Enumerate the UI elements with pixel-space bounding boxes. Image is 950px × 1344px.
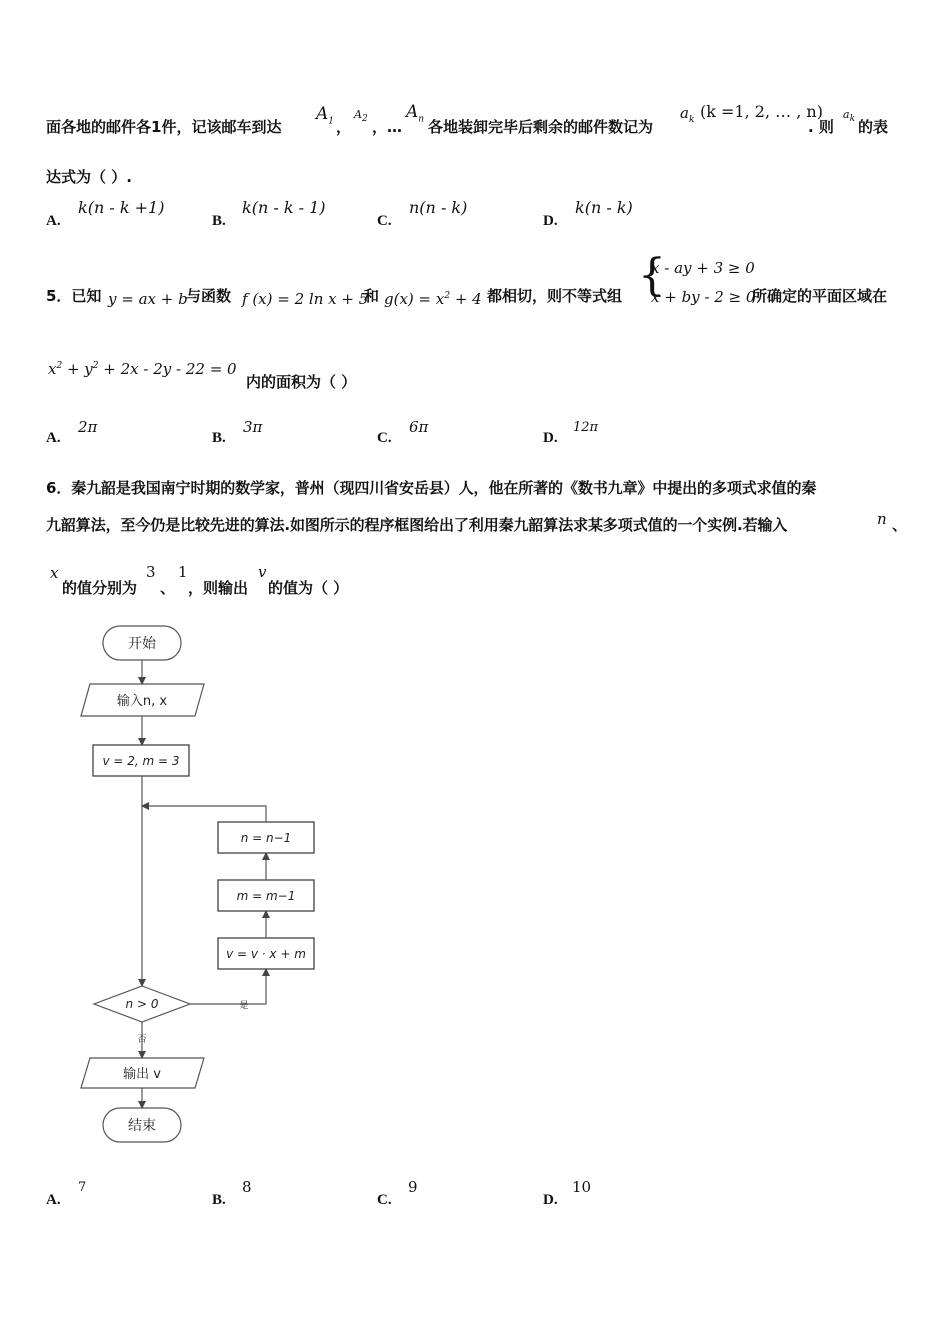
q6-option-c-value: 9 — [408, 1178, 418, 1196]
q5-text-5: 内的面积为（ ） — [246, 373, 357, 391]
q5-line-eq: y = ax + b — [108, 290, 188, 308]
q4-text-d: 的表 — [858, 118, 889, 136]
q4-text-b: 各地装卸完毕后剩余的邮件数记为 — [428, 118, 654, 136]
q4-text-line2: 达式为（ ）. — [46, 168, 132, 186]
q5-text-4: 所确定的平面区域在 — [752, 287, 888, 305]
q4-comma2: ，… — [372, 118, 403, 136]
fc-step1-label: n = n−1 — [240, 831, 292, 845]
q5-text-2: 和 — [364, 287, 380, 305]
fc-arrow-cond-yes — [190, 969, 266, 1004]
q5-option-a-label: A. — [46, 430, 61, 446]
fc-step2-label: m = m−1 — [236, 889, 296, 903]
q4-text-a: 面各地的邮件各1件，记该邮车到达 — [46, 118, 282, 136]
q6-val1: 1 — [178, 563, 188, 581]
q6-line3-c: ，则输出 — [188, 579, 249, 597]
q6-option-a-label: A. — [46, 1192, 61, 1208]
q5-circle-eq: $x^2 + y^2 + 2x - 2y - 22 = 0$ — [48, 360, 237, 378]
q4-option-c-value: n(n - k) — [409, 198, 468, 217]
q4-An: $A_n$ — [406, 102, 425, 125]
q6-line3-d: 的值为（ ） — [268, 579, 349, 597]
q4-comma1: ， — [336, 118, 352, 136]
q5-option-a-value: 2π — [78, 418, 98, 436]
q4-option-b-label: B. — [212, 213, 226, 229]
q6-line2-text: 九韶算法，至今仍是比较先进的算法.如图所示的程序框图给出了利用秦九韶算法求某多项式值的一个实例.若输入 — [46, 516, 788, 534]
q4-A2: $A_2$ — [354, 108, 368, 125]
fc-init-label: v = 2, m = 3 — [102, 754, 180, 768]
q4-option-a-value: k(n - k +1) — [78, 198, 165, 217]
q5-text-1: 与函数 — [186, 287, 232, 305]
q6-line3-b: 、 — [160, 579, 176, 597]
q4-ak-range: (k =1, 2, … , n) — [700, 102, 823, 121]
q6-line2-n: n — [877, 510, 887, 528]
q6-val3: 3 — [146, 563, 156, 581]
q5-g-eq: $g(x) = x^2 + 4$ — [384, 290, 482, 308]
fc-arrow-loop-back — [142, 806, 266, 822]
q4-ak2: $a_k$ — [843, 108, 856, 125]
fc-yes-label: 是 — [239, 1001, 249, 1011]
q4-option-a-label: A. — [46, 213, 61, 229]
q5-ineq2: x + by - 2 ≥ 0 — [651, 288, 756, 306]
q5-f-eq: f (x) = 2 ln x + 5 — [242, 290, 369, 308]
q4-option-c-label: C. — [377, 213, 392, 229]
q6-line2-end: 、 — [892, 516, 908, 534]
q6-option-b-label: B. — [212, 1192, 226, 1208]
q5-text-3: 都相切，则不等式组 — [487, 287, 623, 305]
q6-line1: 6．秦九韶是我国南宁时期的数学家，普州（现四川省安岳县）人，他在所著的《数书九章》中提出的多项式求值的秦 — [46, 479, 817, 497]
q6-option-a-value: 7 — [78, 1180, 87, 1195]
q5-option-b-value: 3π — [243, 418, 263, 436]
q5-prefix: 5．已知 — [46, 287, 102, 305]
fc-start-label: 开始 — [128, 636, 156, 652]
fc-end-label: 结束 — [128, 1118, 156, 1134]
fc-cond-label: n > 0 — [125, 997, 159, 1011]
q6-option-b-value: 8 — [242, 1178, 252, 1196]
q4-ak: $a_k$ — [680, 104, 695, 125]
q6-option-d-value: 10 — [572, 1178, 592, 1196]
q6-line3-a: 的值分别为 — [62, 579, 138, 597]
q5-option-d-value: 12π — [573, 420, 599, 435]
fc-no-label: 否 — [137, 1035, 147, 1045]
q6-line3-v: v — [258, 563, 267, 581]
q4-A1: $A_1$ — [316, 104, 335, 127]
q6-option-c-label: C. — [377, 1192, 392, 1208]
q5-option-c-value: 6π — [409, 418, 429, 436]
q6-option-d-label: D. — [543, 1192, 558, 1208]
q5-option-c-label: C. — [377, 430, 392, 446]
q4-option-d-label: D. — [543, 213, 558, 229]
q5-option-b-label: B. — [212, 430, 226, 446]
q6-line3-x: x — [50, 564, 59, 582]
q4-option-b-value: k(n - k - 1) — [242, 198, 326, 217]
fc-input-label: 输入n, x — [116, 694, 168, 709]
q4-option-d-value: k(n - k) — [575, 198, 633, 217]
q5-system-brace: { — [638, 250, 666, 301]
fc-step3-label: v = v · x + m — [226, 947, 306, 961]
q5-ineq1: x - ay + 3 ≥ 0 — [651, 259, 755, 277]
q5-option-d-label: D. — [543, 430, 558, 446]
q4-text-c: . 则 — [808, 118, 834, 136]
fc-output-label: 输出 v — [123, 1067, 161, 1082]
